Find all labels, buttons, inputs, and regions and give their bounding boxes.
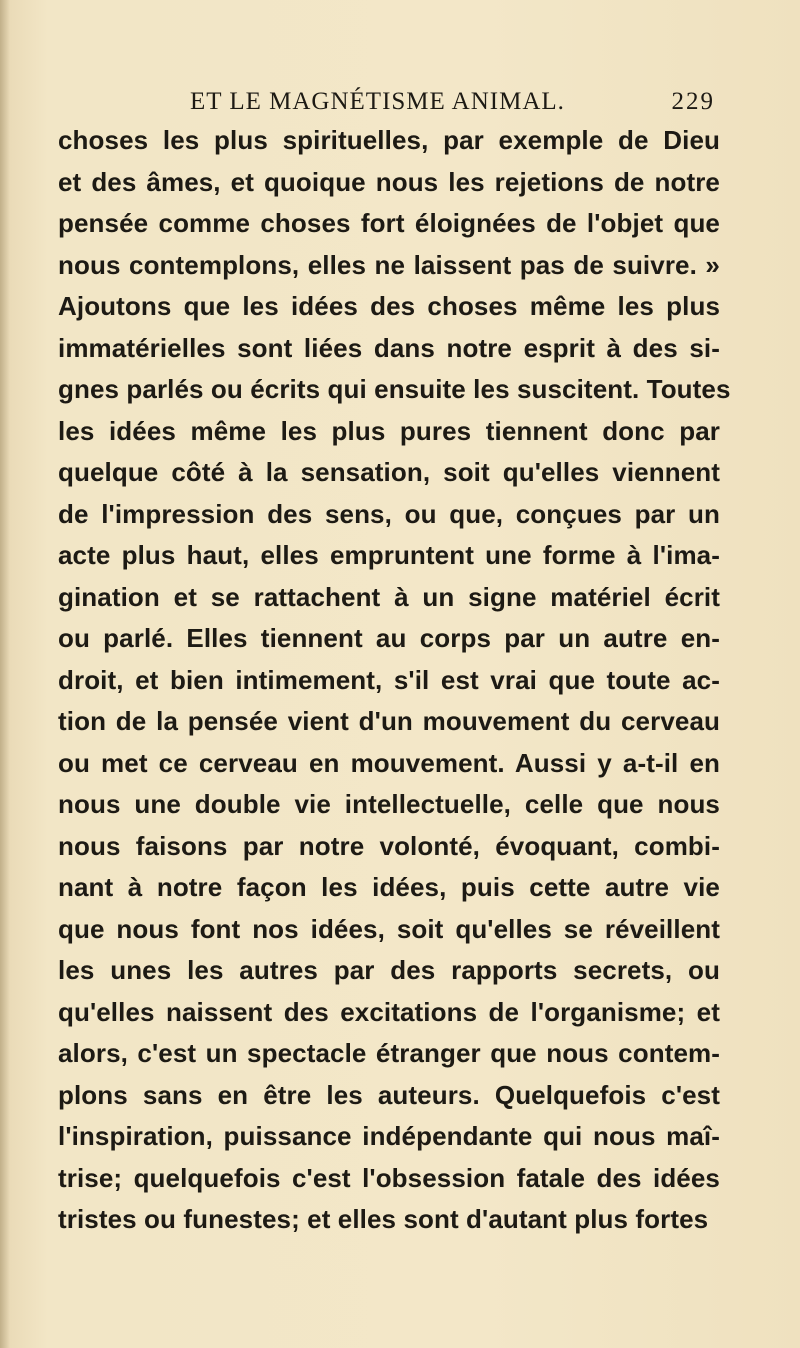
text-line: plons sans en être les auteurs. Quelquefois c'est: [58, 1079, 720, 1110]
text-line: gnes parlés ou écrits qui ensuite les suscitent. Toutes: [58, 374, 731, 404]
text-line: de l'impression des sens, ou que, conçues par un: [58, 498, 720, 529]
text-line: pensée comme choses fort éloignées de l'objet que: [58, 208, 720, 238]
text-line: acte plus haut, elles empruntent une forme à l'ima-: [58, 540, 720, 570]
text-line: nous une double vie intellectuelle, celle que nous: [58, 789, 720, 819]
body-text: [58, 120, 731, 1241]
page-number: 229: [671, 88, 715, 115]
text-line: quelque côté à la sensation, soit qu'elles viennent: [58, 457, 720, 487]
text-line: nous contemplons, elles ne laissent pas de suivre. »: [58, 249, 720, 280]
text-line: ou met ce cerveau en mouvement. Aussi y a-t-il en: [58, 747, 720, 778]
page-gutter-shadow: [0, 0, 10, 1348]
text-line: immatérielles sont liées dans notre esprit à des si-: [58, 332, 720, 363]
text-line: gination et se rattachent à un signe matériel écrit: [58, 581, 720, 612]
text-line: les unes les autres par des rapports secrets, ou: [58, 955, 720, 985]
text-line: nant à notre façon les idées, puis cette autre vie: [58, 872, 720, 902]
text-line: les idées même les plus pures tiennent donc par: [58, 415, 720, 446]
text-line: que nous font nos idées, soit qu'elles se réveillent: [58, 913, 720, 944]
text-line: alors, c'est un spectacle étranger que nous contem-: [58, 1038, 720, 1068]
running-head: [140, 84, 715, 120]
text-line: tristes ou funestes; et elles sont d'autant plus fortes: [58, 1204, 709, 1234]
text-line: l'inspiration, puissance indépendante qui nous maî-: [58, 1121, 720, 1151]
text-line: et des âmes, et quoique nous les rejetions de notre: [58, 166, 720, 197]
text-line: ou parlé. Elles tiennent au corps par un autre en-: [58, 623, 720, 653]
text-line: qu'elles naissent des excitations de l'organisme; et: [58, 996, 720, 1027]
text-line: nous faisons par notre volonté, évoquant, combi-: [58, 830, 720, 861]
running-head-title: ET LE MAGNÉTISME ANIMAL.: [190, 88, 565, 115]
text-line: trise; quelquefois c'est l'obsession fatale des idées: [58, 1162, 720, 1193]
text-line: tion de la pensée vient d'un mouvement du cerveau: [58, 706, 720, 736]
text-line: droit, et bien intimement, s'il est vrai que toute ac-: [58, 664, 720, 695]
text-line: Ajoutons que les idées des choses même les plus: [58, 291, 720, 321]
text-line: choses les plus spirituelles, par exemple de Dieu: [58, 125, 720, 155]
